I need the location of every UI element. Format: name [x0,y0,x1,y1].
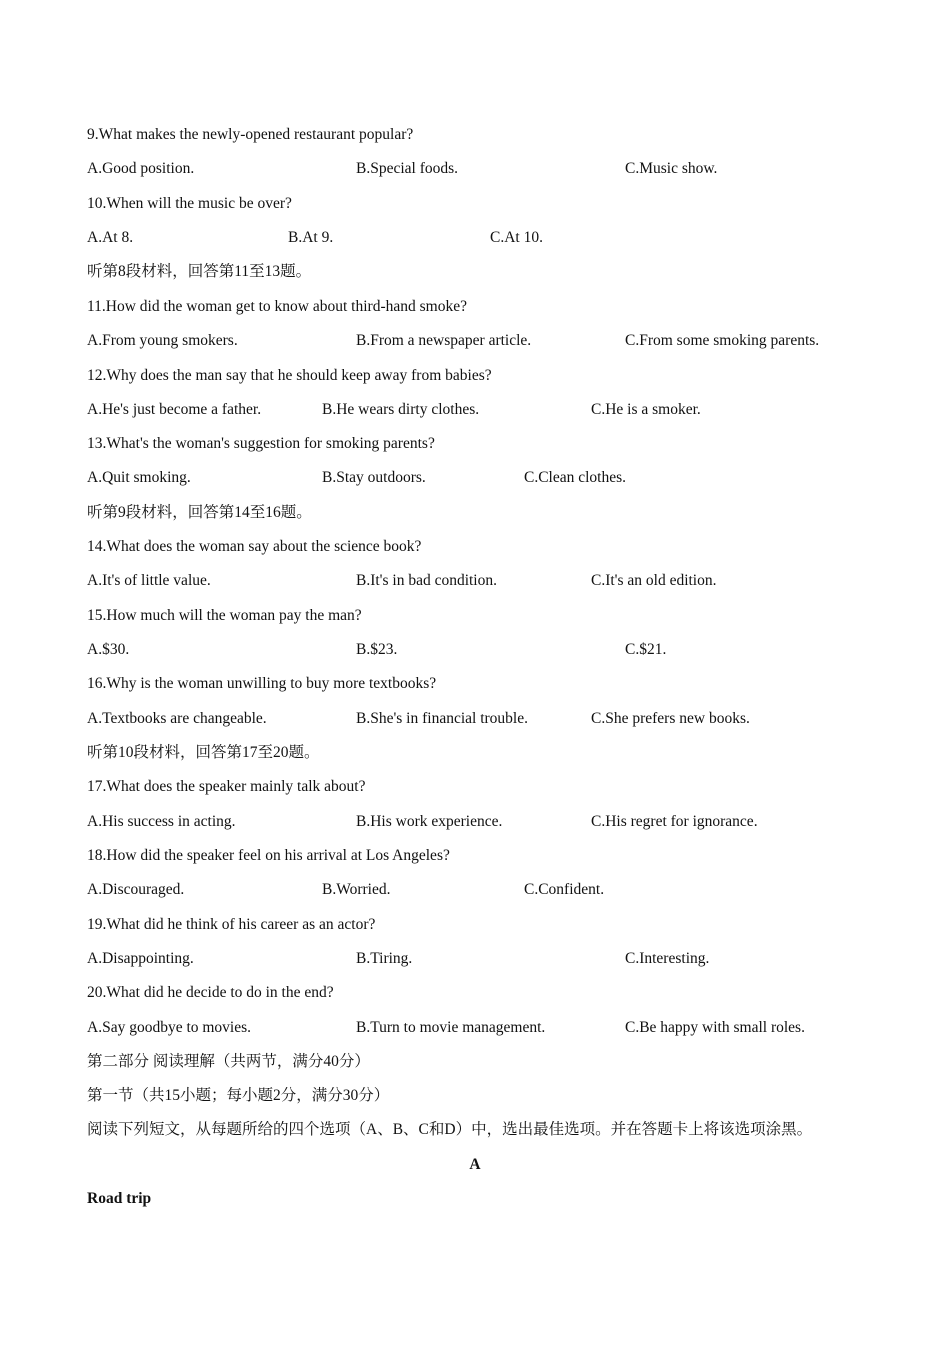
option-10a: A.At 8. [87,229,134,246]
option-20a: A.Say goodbye to movies. [87,1019,252,1036]
part-two-heading: 第二部分 阅读理解（共两节，满分40分） [87,1053,370,1070]
option-12c: C.He is a smoker. [591,401,701,418]
option-17c: C.His regret for ignorance. [591,813,758,830]
option-11c: C.From some smoking parents. [625,332,820,349]
option-10c: C.At 10. [490,229,543,246]
option-18c: C.Confident. [524,881,605,898]
option-12a: A.He's just become a father. [87,401,262,418]
option-12b: B.He wears dirty clothes. [322,401,480,418]
question-17: 17.What does the speaker mainly talk about? [87,778,366,795]
option-20c: C.Be happy with small roles. [625,1019,805,1036]
option-18b: B.Worried. [322,881,391,898]
option-20b: B.Turn to movie management. [356,1019,546,1036]
reading-instructions: 阅读下列短文，从每题所给的四个选项（A、B、C和D）中，选出最佳选项。并在答题卡上将该选项涂黑。 [87,1121,813,1138]
option-11b: B.From a newspaper article. [356,332,532,349]
passage-title: Road trip [87,1190,152,1207]
option-15c: C.$21. [625,641,667,658]
question-18: 18.How did the speaker feel on his arrival at Los Angeles? [87,847,450,864]
option-14c: C.It's an old edition. [591,572,717,589]
option-9b: B.Special foods. [356,160,459,177]
option-13b: B.Stay outdoors. [322,469,426,486]
option-9a: A.Good position. [87,160,195,177]
option-19c: C.Interesting. [625,950,710,967]
question-19: 19.What did he think of his career as an actor? [87,916,376,933]
option-15a: A.$30. [87,641,130,658]
option-16c: C.She prefers new books. [591,710,750,727]
question-20: 20.What did he decide to do in the end? [87,984,334,1001]
section-instruction-8: 听第8段材料，回答第11至13题。 [87,263,312,280]
option-14b: B.It's in bad condition. [356,572,497,589]
option-13c: C.Clean clothes. [524,469,627,486]
section-one-heading: 第一节（共15小题；每小题2分，满分30分） [87,1087,390,1104]
section-instruction-10: 听第10段材料，回答第17至20题。 [87,744,320,761]
option-16b: B.She's in financial trouble. [356,710,528,727]
option-17b: B.His work experience. [356,813,503,830]
question-16: 16.Why is the woman unwilling to buy more textbooks? [87,675,437,692]
option-17a: A.His success in acting. [87,813,236,830]
question-15: 15.How much will the woman pay the man? [87,607,362,624]
option-15b: B.$23. [356,641,398,658]
option-10b: B.At 9. [288,229,334,246]
option-18a: A.Discouraged. [87,881,185,898]
option-19a: A.Disappointing. [87,950,194,967]
question-9: 9.What makes the newly-opened restaurant popular? [87,126,414,143]
option-14a: A.It's of little value. [87,572,211,589]
question-14: 14.What does the woman say about the science book? [87,538,422,555]
option-19b: B.Tiring. [356,950,413,967]
question-12: 12.Why does the man say that he should keep away from babies? [87,367,492,384]
option-11a: A.From young smokers. [87,332,238,349]
passage-label: A [469,1156,481,1173]
option-9c: C.Music show. [625,160,718,177]
question-13: 13.What's the woman's suggestion for smoking parents? [87,435,435,452]
question-11: 11.How did the woman get to know about third-hand smoke? [87,298,467,315]
question-10: 10.When will the music be over? [87,195,292,212]
section-instruction-9: 听第9段材料，回答第14至16题。 [87,504,312,521]
option-16a: A.Textbooks are changeable. [87,710,267,727]
option-13a: A.Quit smoking. [87,469,191,486]
